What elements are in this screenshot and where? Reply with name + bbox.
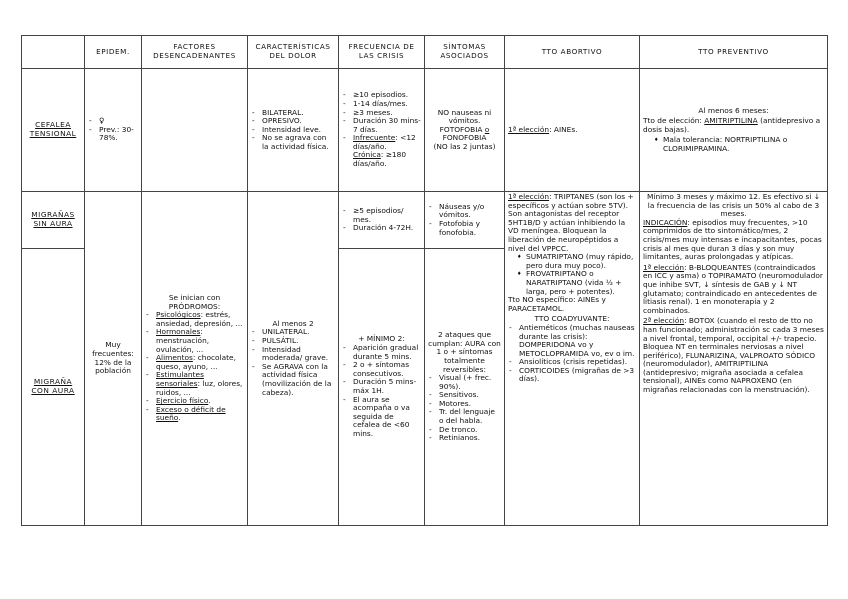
row-tensional — [22, 69, 828, 192]
coadyuvante-item: - Antieméticos (muchas nauseas durante las crisis): DOMPERIDONA vo y METOCLOPRAMIDA vo, ev o im. — [519, 324, 636, 358]
frec-item: - ≥10 episodios. — [353, 91, 421, 100]
caract-intro: Al menos 2 — [272, 318, 314, 328]
factor-item — [156, 371, 244, 397]
preventivo-second-label: 2ª elección — [643, 316, 685, 326]
sintomas-intro: 2 ataques que cumplan: AURA con 1 o + síntomas totalmente reversibles: — [428, 330, 501, 374]
preventivo-first-text: : B-BLOQUEANTES (contraindicados en ICC y asma) o TOPIRAMATO (neuromodulador que inhibe SVT, ↓ síntesis de GAB y ↓ NT glutamato; contraindicado en antecedentes de litiasis renal). 1 en monoterapia y 2 combinados. — [643, 262, 823, 315]
frec-item: - Duración 4-72H. — [353, 224, 421, 233]
preventivo-first-label: 1ª elección — [643, 262, 685, 272]
prev-mala-tolerancia: ♦ Mala tolerancia: NORTRIPTILINA o CLORIMIPRAMINA. — [663, 136, 824, 153]
factor-item — [156, 311, 244, 328]
triptan-item: ♦ SUMATRIPTANO (muy rápido, pero dura muy poco). — [526, 253, 636, 270]
factor-text: . — [208, 396, 211, 406]
factor-label: Hormonales — [156, 327, 201, 337]
factor-label: Exceso o déficit de sueño — [156, 404, 226, 423]
frec-item: - 1-14 días/mes. — [353, 100, 421, 109]
header-epidem: EPIDEM. — [85, 36, 142, 69]
sintoma-item: - Visual (+ frec. 90%). — [439, 374, 501, 391]
migrana-factores — [142, 192, 248, 526]
coadyuvante-item: - CORTICOIDES (migrañas de >3 días). — [519, 367, 636, 384]
factor-text: . — [178, 413, 181, 423]
abortivo-first-text: : AINEs. — [549, 124, 578, 134]
frec-item: - Duración 30 mins-7 días. — [353, 117, 421, 134]
caract-item: - No se agrava con la actividad física. — [262, 134, 335, 151]
header-tto-abortivo: TTO ABORTIVO — [505, 36, 640, 69]
tensional-factores — [142, 69, 248, 192]
factor-label: Psicológicos — [156, 310, 201, 320]
caract-item: - Intensidad leve. — [262, 126, 335, 135]
preventivo-intro: Mínimo 3 meses y máximo 12. Es efectivo si ↓ la frecuencia de las crisis un 50% al cabo de 3 meses. — [647, 192, 820, 219]
header-frecuencia: FRECUENCIA DE LAS CRISIS — [339, 36, 425, 69]
caract-item: - BILATERAL. — [262, 109, 335, 118]
abortivo-inespecifico: Tto NO específico: AINEs y PARACETAMOL. — [508, 295, 606, 313]
sintoma-item: - Tr. del lenguaje o del habla. — [439, 408, 501, 425]
indicacion-label: INDICACIÓN — [643, 217, 688, 227]
migrana-caracteristicas — [248, 192, 339, 526]
sintoma-fonofobia: FONOFOBIA — [442, 133, 487, 143]
factor-label: Ejercicio físico — [156, 396, 209, 406]
sintoma-item: - Retinianos. — [439, 434, 501, 443]
sintoma-item: - Náuseas y/o vómitos. — [439, 203, 501, 220]
cronica-text: : ≥180 días/año. — [353, 150, 407, 169]
sintoma-fotofobia: FOTOFOBIA — [439, 124, 483, 134]
frec-intro: + MÍNIMO 2: — [358, 334, 405, 344]
sintoma-o: o — [484, 124, 490, 134]
sin-aura-sintomas — [425, 192, 505, 249]
prev-duracion: Al menos 6 meses: — [698, 105, 769, 115]
row-label-sin-aura: MIGRAÑAS SIN AURA — [22, 192, 85, 249]
sin-aura-frecuencia — [339, 192, 425, 249]
triptan-item: ♦ FROVATRIPTANO o NARATRIPTANO (vida ½ + larga, pero + potentes). — [526, 270, 636, 296]
row-label-con-aura: MIGRAÑA CON AURA — [22, 249, 85, 526]
prev-eleccion-label: Tto de elección: — [643, 116, 705, 126]
factor-text: : chocolate, queso, ayuno, ... — [156, 353, 236, 371]
sintoma-item: - Motores. — [439, 400, 501, 409]
indicacion-text: : episodios muy frecuentes, >10 comprimidos de tto sintomático/mes, 2 crisis/mes muy intensas e incapacitantes, pocas crisis al mes que duran 3 días y son muy limitantes, auras prolongadas y atípicas. — [643, 217, 822, 262]
frec-item: - 2 o + síntomas consecutivos. — [353, 361, 421, 378]
tensional-preventivo — [640, 69, 828, 192]
prev-amitriptilina: AMITRIPTILINA — [704, 116, 758, 126]
sintoma-item: - Sensitivos. — [439, 391, 501, 400]
sintoma-item: - Fotofobia y fonofobia. — [439, 220, 501, 237]
header-tto-preventivo: TTO PREVENTIVO — [640, 36, 828, 69]
header-sintomas: SÍNTOMAS ASOCIADOS — [425, 36, 505, 69]
caract-item: - Se AGRAVA con la actividad física (movilización de la cabeza). — [262, 363, 335, 397]
tensional-sintomas — [425, 69, 505, 192]
tensional-abortivo — [505, 69, 640, 192]
factor-item — [156, 354, 244, 371]
caract-item: - OPRESIVO. — [262, 117, 335, 126]
prev-eleccion-note: (antidepresivo a dosis bajas). — [643, 116, 821, 134]
tensional-epidem — [85, 69, 142, 192]
frec-item: - ≥5 episodios/ mes. — [353, 207, 421, 224]
headache-table — [21, 35, 828, 526]
header-factores: FACTORES DESENCADENANTES — [142, 36, 248, 69]
migrana-abortivo — [505, 192, 640, 526]
infrecuente-label: Infrecuente — [353, 133, 396, 143]
sintoma-item: - De tronco. — [439, 426, 501, 435]
caract-item: - UNILATERAL. — [262, 328, 335, 337]
epidem-sex: - ♀ — [99, 117, 138, 126]
epidem-prev: - Prev.: 30-78%. — [99, 126, 138, 143]
factor-item — [156, 328, 244, 354]
frec-item: - Aparición gradual durante 5 mins. — [353, 344, 421, 361]
factor-text: : estrés, ansiedad, depresión, ... — [156, 310, 243, 328]
sintoma-nota: (NO las 2 juntas) — [433, 141, 496, 151]
factor-label: Estimulantes sensoriales — [156, 370, 204, 388]
row-sin-aura — [22, 192, 828, 249]
migrana-preventivo — [640, 192, 828, 526]
frec-item-infrecuente — [353, 134, 421, 151]
frec-item: - ≥3 meses. — [353, 109, 421, 118]
infrecuente-text: : <12 días/año. — [353, 133, 416, 151]
con-aura-frecuencia — [339, 249, 425, 526]
factores-intro: Se inician con PRÓDROMOS: — [168, 293, 221, 311]
caract-item: - Intensidad moderada/ grave. — [262, 346, 335, 363]
migrana-epidem: Muy frecuentes: 12% de la población — [85, 192, 142, 526]
con-aura-sintomas — [425, 249, 505, 526]
header-empty — [22, 36, 85, 69]
tensional-caracteristicas — [248, 69, 339, 192]
factor-text: : menstruación, ovulación, ... — [156, 327, 210, 354]
coadyuvante-item: - Ansiolíticos (crisis repetidas). — [519, 358, 636, 367]
cronica-label: Crónica — [353, 150, 381, 160]
factor-label: Alimentos — [156, 353, 193, 363]
sintoma-nausea: NO nauseas ni vómitos. — [437, 107, 492, 126]
row-label-tensional: CEFALEA TENSIONAL — [22, 69, 85, 192]
abortivo-first-label: 1ª elección — [508, 124, 550, 134]
factor-item — [156, 406, 244, 423]
header-row — [22, 36, 828, 69]
coadyuvante-title: TTO COADYUVANTE: — [534, 314, 610, 324]
header-caracteristicas: CARACTERÍSTICAS DEL DOLOR — [248, 36, 339, 69]
factor-text: : luz, olores, ruidos, ... — [156, 378, 243, 397]
frec-item: - El aura se acompaña o va seguida de cefalea de <60 mins. — [353, 396, 421, 439]
caract-item: - PULSÁTIL. — [262, 337, 335, 346]
abortivo-first-label: 1ª elección — [508, 192, 550, 201]
frec-item: - Duración 5 mins- máx 1H. — [353, 378, 421, 395]
abortivo-first-text: : TRIPTANES (son los + específicos y actúan sobre 5TV). Son antagonistas del receptor 5HT1B/D y actúan inhibiendo la VD meníngea. Bloquean la liberación de neuropéptidos a nivel del VPPCC. — [508, 192, 634, 253]
preventivo-second-text: : BOTOX (cuando el resto de tto no han funcionado; administración sc cada 3 meses a nivel frontal, temporal, occipital +/- trapecio. Bloquea NT en terminales nerviosas a nivel periférico), FLUNARIZINA, VALPROATO SÓDICO (neuromodulador), AMITRIPTILINA (antidepresivo; migraña asociada a cefalea tensional), AINEs como NAPROXENO (en migrañas relacionadas con la menstruación). — [643, 316, 824, 395]
tensional-frecuencia — [339, 69, 425, 192]
